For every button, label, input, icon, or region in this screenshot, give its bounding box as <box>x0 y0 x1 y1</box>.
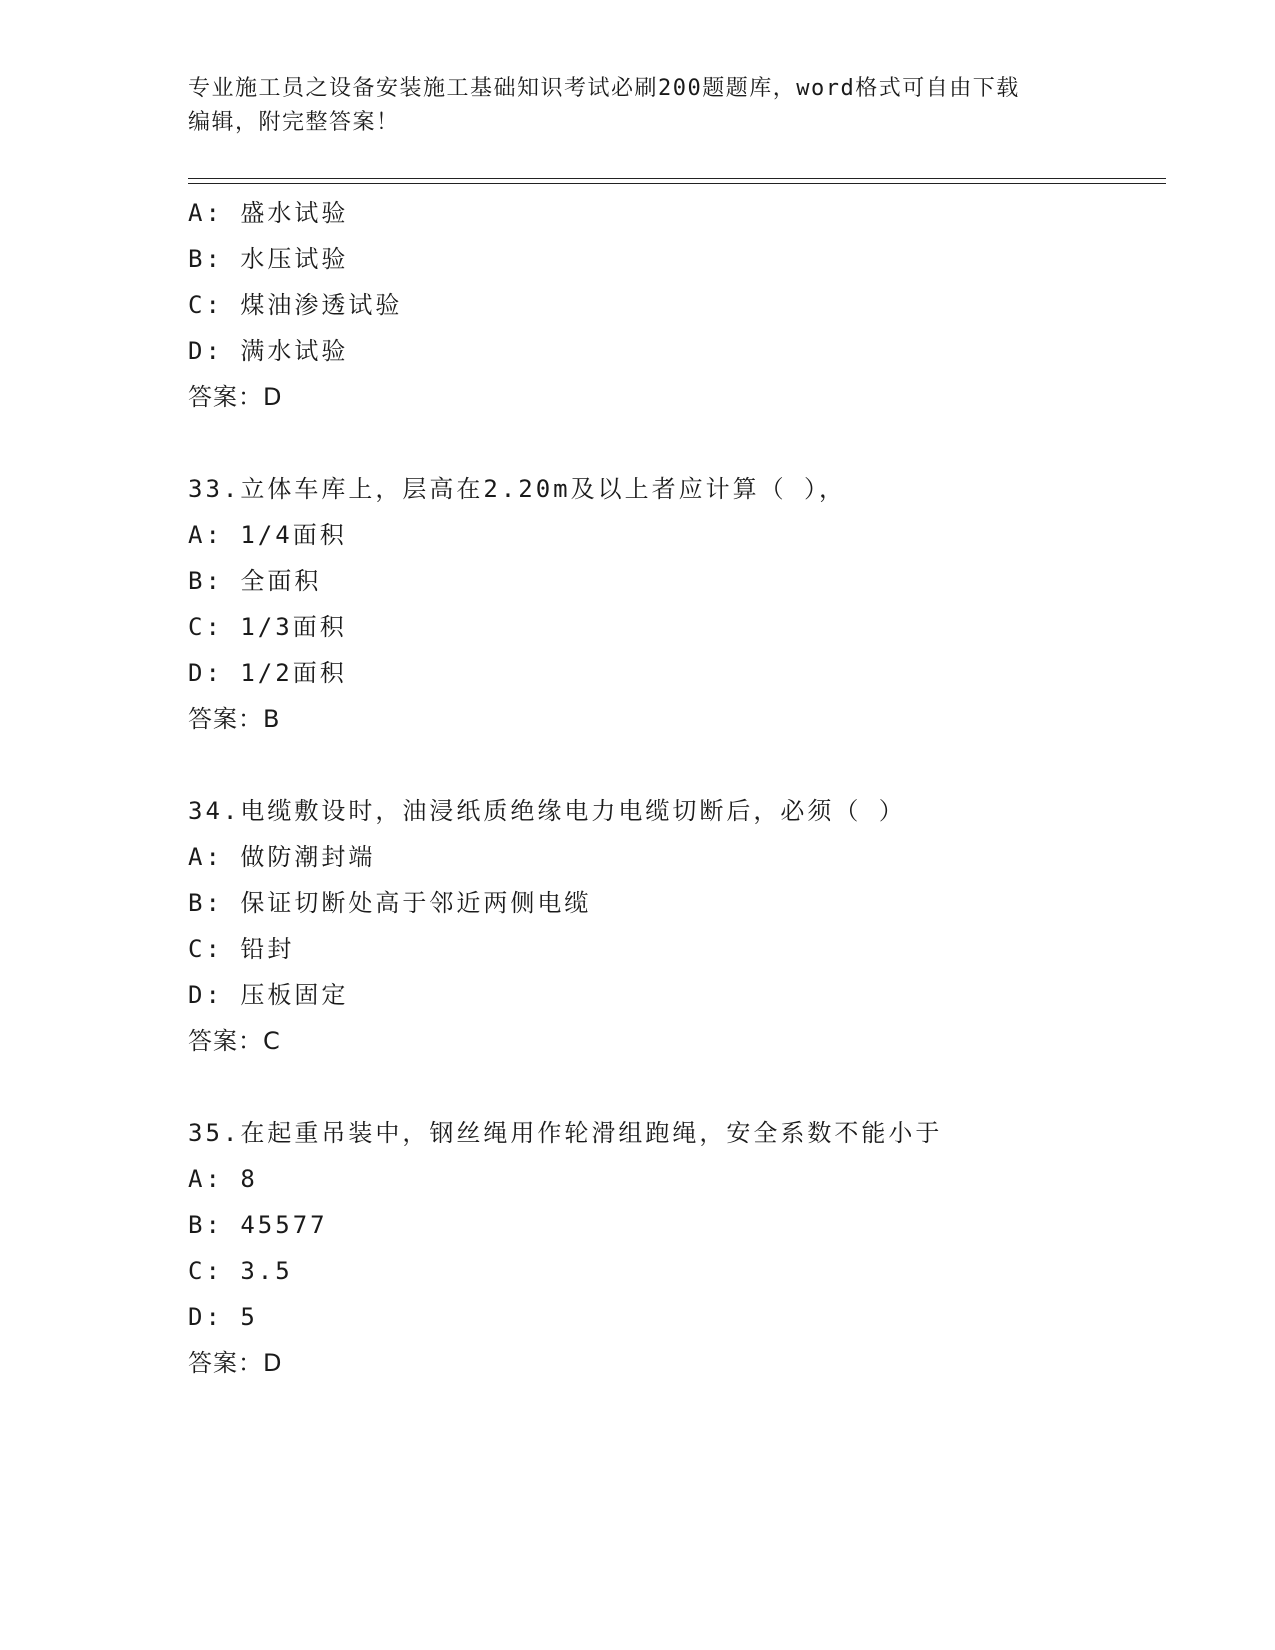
question-block-34 <box>188 788 1168 1064</box>
option-c: C: 1/3面积 <box>188 613 347 641</box>
option-b: B: 水压试验 <box>188 245 349 273</box>
header-divider-top <box>188 178 1166 179</box>
document-header <box>188 72 1088 140</box>
answer-line: 答案：C <box>188 1027 281 1055</box>
spacer <box>188 742 1168 788</box>
option-b: B: 45577 <box>188 1211 328 1239</box>
header-title-line2: 编辑，附完整答案！ <box>188 110 400 135</box>
option-b: B: 全面积 <box>188 567 322 595</box>
answer-line: 答案：D <box>188 383 283 411</box>
question-block-continued <box>188 190 1168 420</box>
option-d: D: 满水试验 <box>188 337 349 365</box>
header-title-line1: 专业施工员之设备安装施工基础知识考试必刷200题题库，word格式可自由下载 <box>188 76 1020 101</box>
option-c: C: 3.5 <box>188 1257 293 1285</box>
question-list <box>188 190 1168 1386</box>
question-block-33 <box>188 466 1168 742</box>
spacer <box>188 420 1168 466</box>
option-d: D: 5 <box>188 1303 258 1331</box>
option-d: D: 1/2面积 <box>188 659 347 687</box>
answer-line: 答案：D <box>188 1349 283 1377</box>
question-text: 34.电缆敷设时，油浸纸质绝缘电力电缆切断后，必须（ ） <box>188 797 906 825</box>
question-text: 33.立体车库上，层高在2.20m及以上者应计算（ ）， <box>188 475 847 503</box>
question-block-35 <box>188 1110 1168 1386</box>
header-divider-bottom <box>188 183 1166 184</box>
spacer <box>188 1064 1168 1110</box>
option-a: A: 做防潮封端 <box>188 843 376 871</box>
option-c: C: 煤油渗透试验 <box>188 291 403 319</box>
answer-line: 答案：B <box>188 705 281 733</box>
option-b: B: 保证切断处高于邻近两侧电缆 <box>188 889 592 917</box>
option-a: A: 盛水试验 <box>188 199 349 227</box>
option-c: C: 铅封 <box>188 935 295 963</box>
option-a: A: 8 <box>188 1165 258 1193</box>
question-text: 35.在起重吊装中，钢丝绳用作轮滑组跑绳，安全系数不能小于 <box>188 1119 943 1147</box>
option-d: D: 压板固定 <box>188 981 349 1009</box>
option-a: A: 1/4面积 <box>188 521 347 549</box>
